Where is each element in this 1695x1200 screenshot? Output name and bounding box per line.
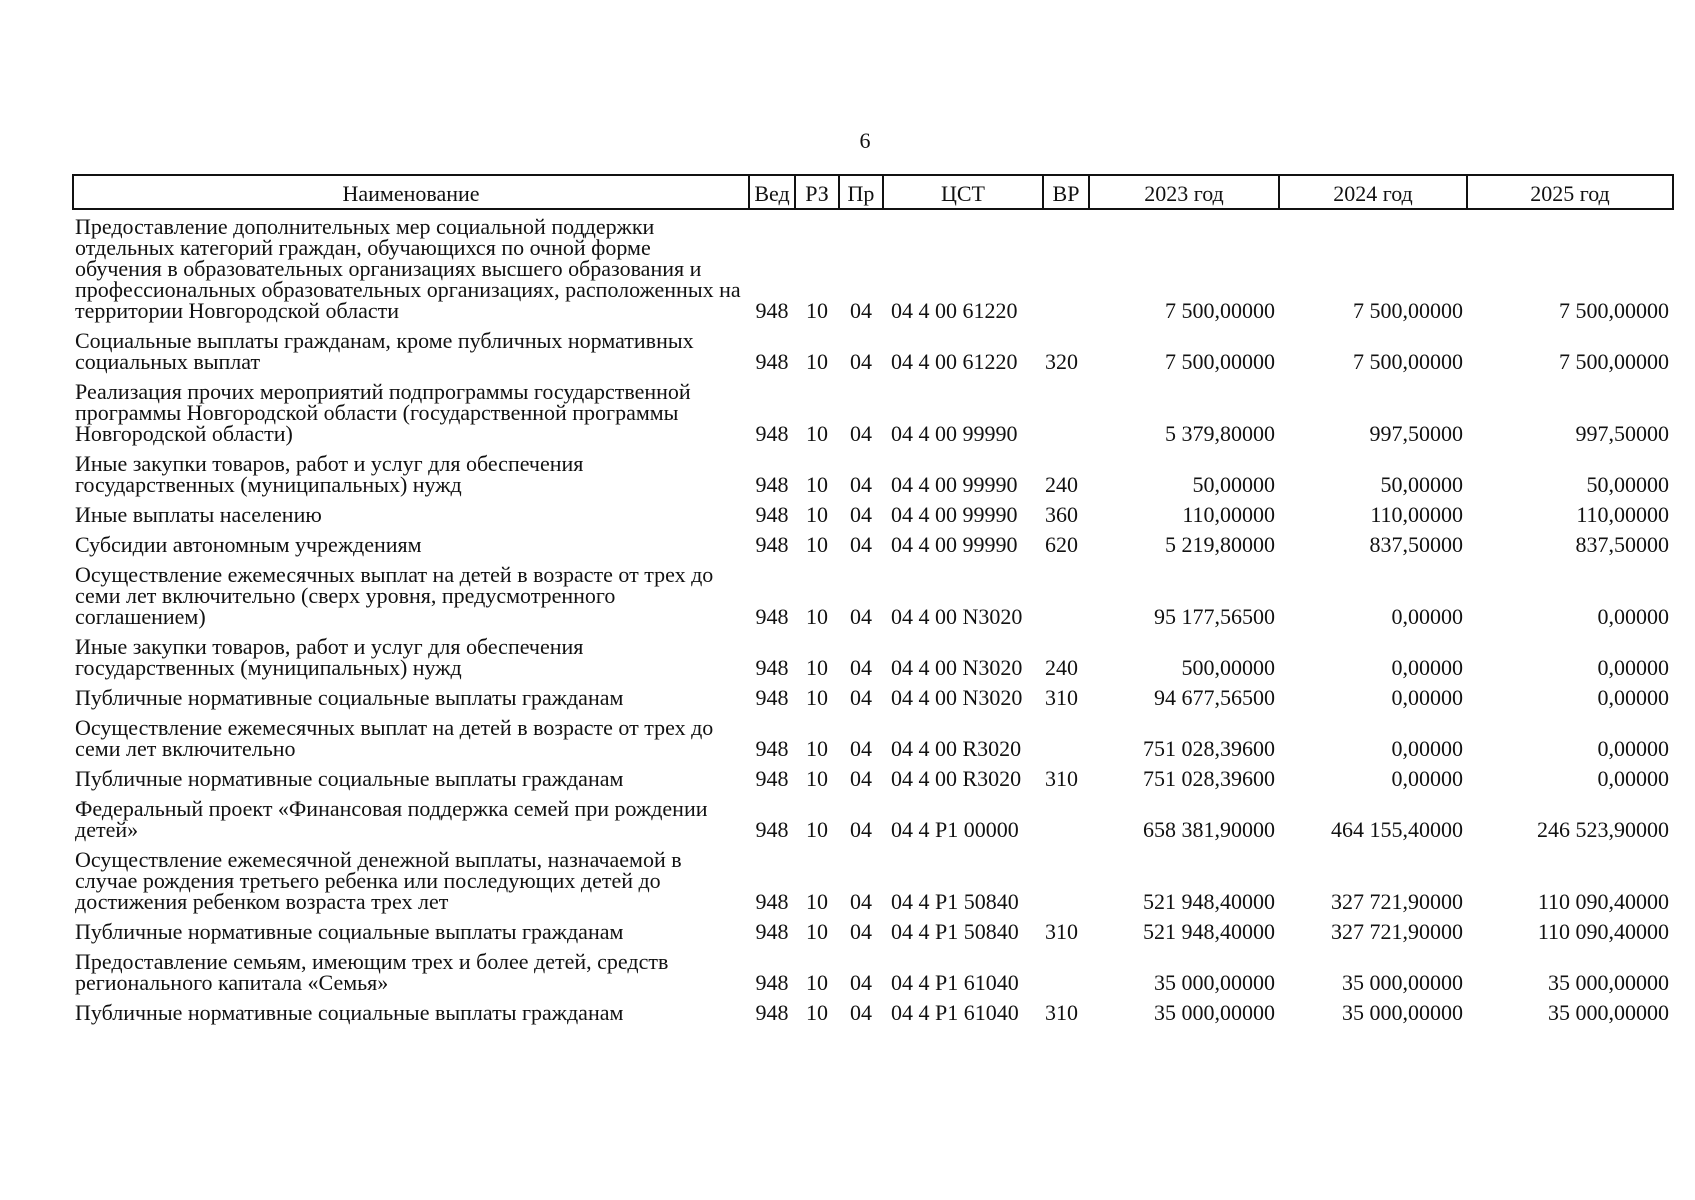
row-ved: 948	[755, 1000, 789, 1025]
row-amount-2024: 464 155,40000	[1331, 817, 1463, 842]
header-vr: ВР	[1043, 175, 1089, 209]
row-amount-2023: 110,00000	[1182, 502, 1275, 527]
row-ved: 948	[755, 970, 789, 995]
row-pr: 04	[850, 766, 872, 791]
table-body	[73, 209, 1673, 1032]
row-vr	[1043, 951, 1089, 1002]
row-name: Иные закупки товаров, работ и услуг для обеспечения государственных (муниципальных) нужд	[75, 451, 584, 497]
row-pr: 04	[850, 502, 872, 527]
row-rz: 10	[806, 532, 828, 557]
row-pr: 04	[850, 421, 872, 446]
row-amount-2023: 5 379,80000	[1165, 421, 1275, 446]
row-rz: 10	[806, 298, 828, 323]
row-pr: 04	[850, 472, 872, 497]
row-amount-2025: 837,50000	[1575, 532, 1669, 557]
row-vr: 310	[1045, 685, 1078, 710]
row-amount-2024: 110,00000	[1370, 502, 1463, 527]
row-name: Иные закупки товаров, работ и услуг для обеспечения государственных (муниципальных) нужд	[75, 634, 584, 680]
row-cst: 04 4 00 99990	[891, 421, 1018, 446]
row-amount-2025: 0,00000	[1597, 604, 1669, 629]
row-vr	[1043, 564, 1089, 636]
row-rz: 10	[806, 349, 828, 374]
row-amount-2025: 0,00000	[1597, 736, 1669, 761]
table-header	[73, 175, 1673, 209]
row-amount-2024: 997,50000	[1369, 421, 1463, 446]
row-amount-2024: 7 500,00000	[1353, 349, 1463, 374]
row-cst: 04 4 00 R3020	[891, 736, 1022, 761]
header-rz: РЗ	[795, 175, 839, 209]
table-row	[73, 717, 1673, 768]
row-amount-2024: 837,50000	[1369, 532, 1463, 557]
table-row	[73, 951, 1673, 1002]
row-name: Предоставление семьям, имеющим трех и более детей, средств регионального капитала «Семья»	[75, 949, 669, 995]
row-amount-2025: 0,00000	[1597, 685, 1669, 710]
row-ved: 948	[755, 889, 789, 914]
row-amount-2024: 0,00000	[1391, 655, 1463, 680]
row-ved: 948	[755, 349, 789, 374]
row-rz: 10	[806, 919, 828, 944]
row-amount-2023: 50,00000	[1192, 472, 1275, 497]
row-ved: 948	[755, 655, 789, 680]
row-cst: 04 4 00 99990	[891, 472, 1018, 497]
row-amount-2024: 7 500,00000	[1353, 298, 1463, 323]
row-amount-2024: 50,00000	[1380, 472, 1463, 497]
row-amount-2024: 35 000,00000	[1342, 970, 1463, 995]
row-rz: 10	[806, 817, 828, 842]
row-ved: 948	[755, 919, 789, 944]
row-rz: 10	[806, 421, 828, 446]
row-vr: 310	[1045, 766, 1078, 791]
budget-table	[72, 174, 1674, 1032]
row-vr: 310	[1045, 1000, 1078, 1025]
row-vr: 320	[1045, 349, 1078, 374]
row-cst: 04 4 00 N3020	[891, 604, 1023, 629]
header-name: Наименование	[73, 175, 749, 209]
row-amount-2025: 35 000,00000	[1548, 1000, 1669, 1025]
row-name: Предоставление дополнительных мер социальной поддержки отдельных категорий граждан, обучающихся по очной форме обучения в образовательных организациях высшего образования и профессиональных образовательных организациях, расположенных на территории Новгородской области	[75, 214, 741, 323]
row-rz: 10	[806, 472, 828, 497]
table-row	[73, 921, 1673, 951]
row-amount-2024: 0,00000	[1391, 766, 1463, 791]
row-amount-2025: 50,00000	[1586, 472, 1669, 497]
row-amount-2025: 110 090,40000	[1537, 889, 1669, 914]
row-amount-2023: 94 677,56500	[1154, 685, 1275, 710]
row-amount-2023: 521 948,40000	[1143, 919, 1275, 944]
row-vr	[1043, 209, 1089, 330]
row-cst: 04 4 00 61220	[891, 349, 1018, 374]
table-row	[73, 534, 1673, 564]
row-rz: 10	[806, 970, 828, 995]
row-vr: 310	[1045, 919, 1078, 944]
table-row	[73, 453, 1673, 504]
row-ved: 948	[755, 532, 789, 557]
table-row	[73, 636, 1673, 687]
row-cst: 04 4 P1 61040	[891, 1000, 1019, 1025]
row-ved: 948	[755, 766, 789, 791]
row-vr	[1043, 849, 1089, 921]
row-amount-2023: 751 028,39600	[1143, 736, 1275, 761]
row-cst: 04 4 P1 00000	[891, 817, 1019, 842]
row-amount-2024: 327 721,90000	[1331, 889, 1463, 914]
row-pr: 04	[850, 655, 872, 680]
row-name: Публичные нормативные социальные выплаты гражданам	[75, 1000, 624, 1025]
row-pr: 04	[850, 889, 872, 914]
row-amount-2023: 5 219,80000	[1165, 532, 1275, 557]
row-name: Осуществление ежемесячных выплат на детей в возрасте от трех до семи лет включительно (сверх уровня, предусмотренного соглашением)	[75, 562, 714, 629]
row-amount-2023: 751 028,39600	[1143, 766, 1275, 791]
row-vr: 360	[1045, 502, 1078, 527]
row-vr	[1043, 381, 1089, 453]
row-name: Социальные выплаты гражданам, кроме публичных нормативных социальных выплат	[75, 328, 694, 374]
row-vr: 620	[1045, 532, 1078, 557]
header-ved: Вед	[749, 175, 795, 209]
row-amount-2023: 500,00000	[1181, 655, 1275, 680]
row-ved: 948	[755, 736, 789, 761]
row-amount-2023: 7 500,00000	[1165, 349, 1275, 374]
row-pr: 04	[850, 349, 872, 374]
row-name: Публичные нормативные социальные выплаты гражданам	[75, 766, 624, 791]
table-row	[73, 504, 1673, 534]
row-rz: 10	[806, 685, 828, 710]
row-pr: 04	[850, 604, 872, 629]
row-amount-2023: 521 948,40000	[1143, 889, 1275, 914]
header-pr: Пр	[839, 175, 883, 209]
row-pr: 04	[850, 970, 872, 995]
header-row	[73, 175, 1673, 209]
table-row	[73, 849, 1673, 921]
row-name: Иные выплаты населению	[75, 502, 322, 527]
row-ved: 948	[755, 472, 789, 497]
row-amount-2023: 35 000,00000	[1154, 1000, 1275, 1025]
row-name: Публичные нормативные социальные выплаты гражданам	[75, 685, 624, 710]
row-amount-2024: 0,00000	[1391, 685, 1463, 710]
table-row	[73, 381, 1673, 453]
row-rz: 10	[806, 889, 828, 914]
row-cst: 04 4 P1 61040	[891, 970, 1019, 995]
page-number: 6	[859, 128, 871, 153]
row-cst: 04 4 00 99990	[891, 502, 1018, 527]
row-pr: 04	[850, 919, 872, 944]
row-cst: 04 4 00 99990	[891, 532, 1018, 557]
row-name: Федеральный проект «Финансовая поддержка семей при рождении детей»	[75, 796, 708, 842]
row-amount-2025: 7 500,00000	[1559, 349, 1669, 374]
row-rz: 10	[806, 655, 828, 680]
header-2025: 2025 год	[1467, 175, 1673, 209]
row-amount-2025: 110 090,40000	[1537, 919, 1669, 944]
row-cst: 04 4 P1 50840	[891, 889, 1019, 914]
table-row	[73, 1002, 1673, 1032]
row-name: Осуществление ежемесячных выплат на детей в возрасте от трех до семи лет включительно	[75, 715, 714, 761]
row-pr: 04	[850, 298, 872, 323]
row-ved: 948	[755, 685, 789, 710]
row-vr	[1043, 717, 1089, 768]
header-2023: 2023 год	[1089, 175, 1279, 209]
row-name: Публичные нормативные социальные выплаты гражданам	[75, 919, 624, 944]
row-amount-2025: 0,00000	[1597, 766, 1669, 791]
row-ved: 948	[755, 502, 789, 527]
row-amount-2023: 658 381,90000	[1143, 817, 1275, 842]
row-amount-2024: 0,00000	[1391, 604, 1463, 629]
row-amount-2024: 35 000,00000	[1342, 1000, 1463, 1025]
row-pr: 04	[850, 1000, 872, 1025]
row-ved: 948	[755, 421, 789, 446]
row-amount-2025: 246 523,90000	[1537, 817, 1669, 842]
row-amount-2025: 7 500,00000	[1559, 298, 1669, 323]
row-cst: 04 4 00 R3020	[891, 766, 1022, 791]
row-rz: 10	[806, 1000, 828, 1025]
row-ved: 948	[755, 298, 789, 323]
row-vr: 240	[1045, 655, 1078, 680]
row-amount-2023: 95 177,56500	[1154, 604, 1275, 629]
row-ved: 948	[755, 817, 789, 842]
row-amount-2025: 997,50000	[1575, 421, 1669, 446]
table-row	[73, 768, 1673, 798]
header-2024: 2024 год	[1279, 175, 1467, 209]
table-row	[73, 209, 1673, 330]
row-cst: 04 4 00 61220	[891, 298, 1018, 323]
row-amount-2024: 0,00000	[1391, 736, 1463, 761]
row-name: Реализация прочих мероприятий подпрограммы государственной программы Новгородской области (государственной программы Новгородской области)	[75, 379, 691, 446]
table-row	[73, 798, 1673, 849]
row-amount-2023: 35 000,00000	[1154, 970, 1275, 995]
row-cst: 04 4 00 N3020	[891, 685, 1023, 710]
row-rz: 10	[806, 604, 828, 629]
row-cst: 04 4 00 N3020	[891, 655, 1023, 680]
row-rz: 10	[806, 736, 828, 761]
row-vr: 240	[1045, 472, 1078, 497]
table-row	[73, 564, 1673, 636]
row-pr: 04	[850, 685, 872, 710]
row-rz: 10	[806, 502, 828, 527]
row-pr: 04	[850, 817, 872, 842]
row-pr: 04	[850, 736, 872, 761]
table-row	[73, 687, 1673, 717]
row-pr: 04	[850, 532, 872, 557]
row-amount-2025: 0,00000	[1597, 655, 1669, 680]
row-amount-2023: 7 500,00000	[1165, 298, 1275, 323]
row-ved: 948	[755, 604, 789, 629]
table-row	[73, 330, 1673, 381]
row-amount-2025: 35 000,00000	[1548, 970, 1669, 995]
row-rz: 10	[806, 766, 828, 791]
row-cst: 04 4 P1 50840	[891, 919, 1019, 944]
row-name: Субсидии автономным учреждениям	[75, 532, 422, 557]
row-vr	[1043, 798, 1089, 849]
row-name: Осуществление ежемесячной денежной выплаты, назначаемой в случае рождения третьего ребенка или последующих детей до достижения ребенком возраста трех лет	[75, 847, 682, 914]
header-cst: ЦСТ	[883, 175, 1043, 209]
row-amount-2024: 327 721,90000	[1331, 919, 1463, 944]
row-amount-2025: 110,00000	[1576, 502, 1669, 527]
